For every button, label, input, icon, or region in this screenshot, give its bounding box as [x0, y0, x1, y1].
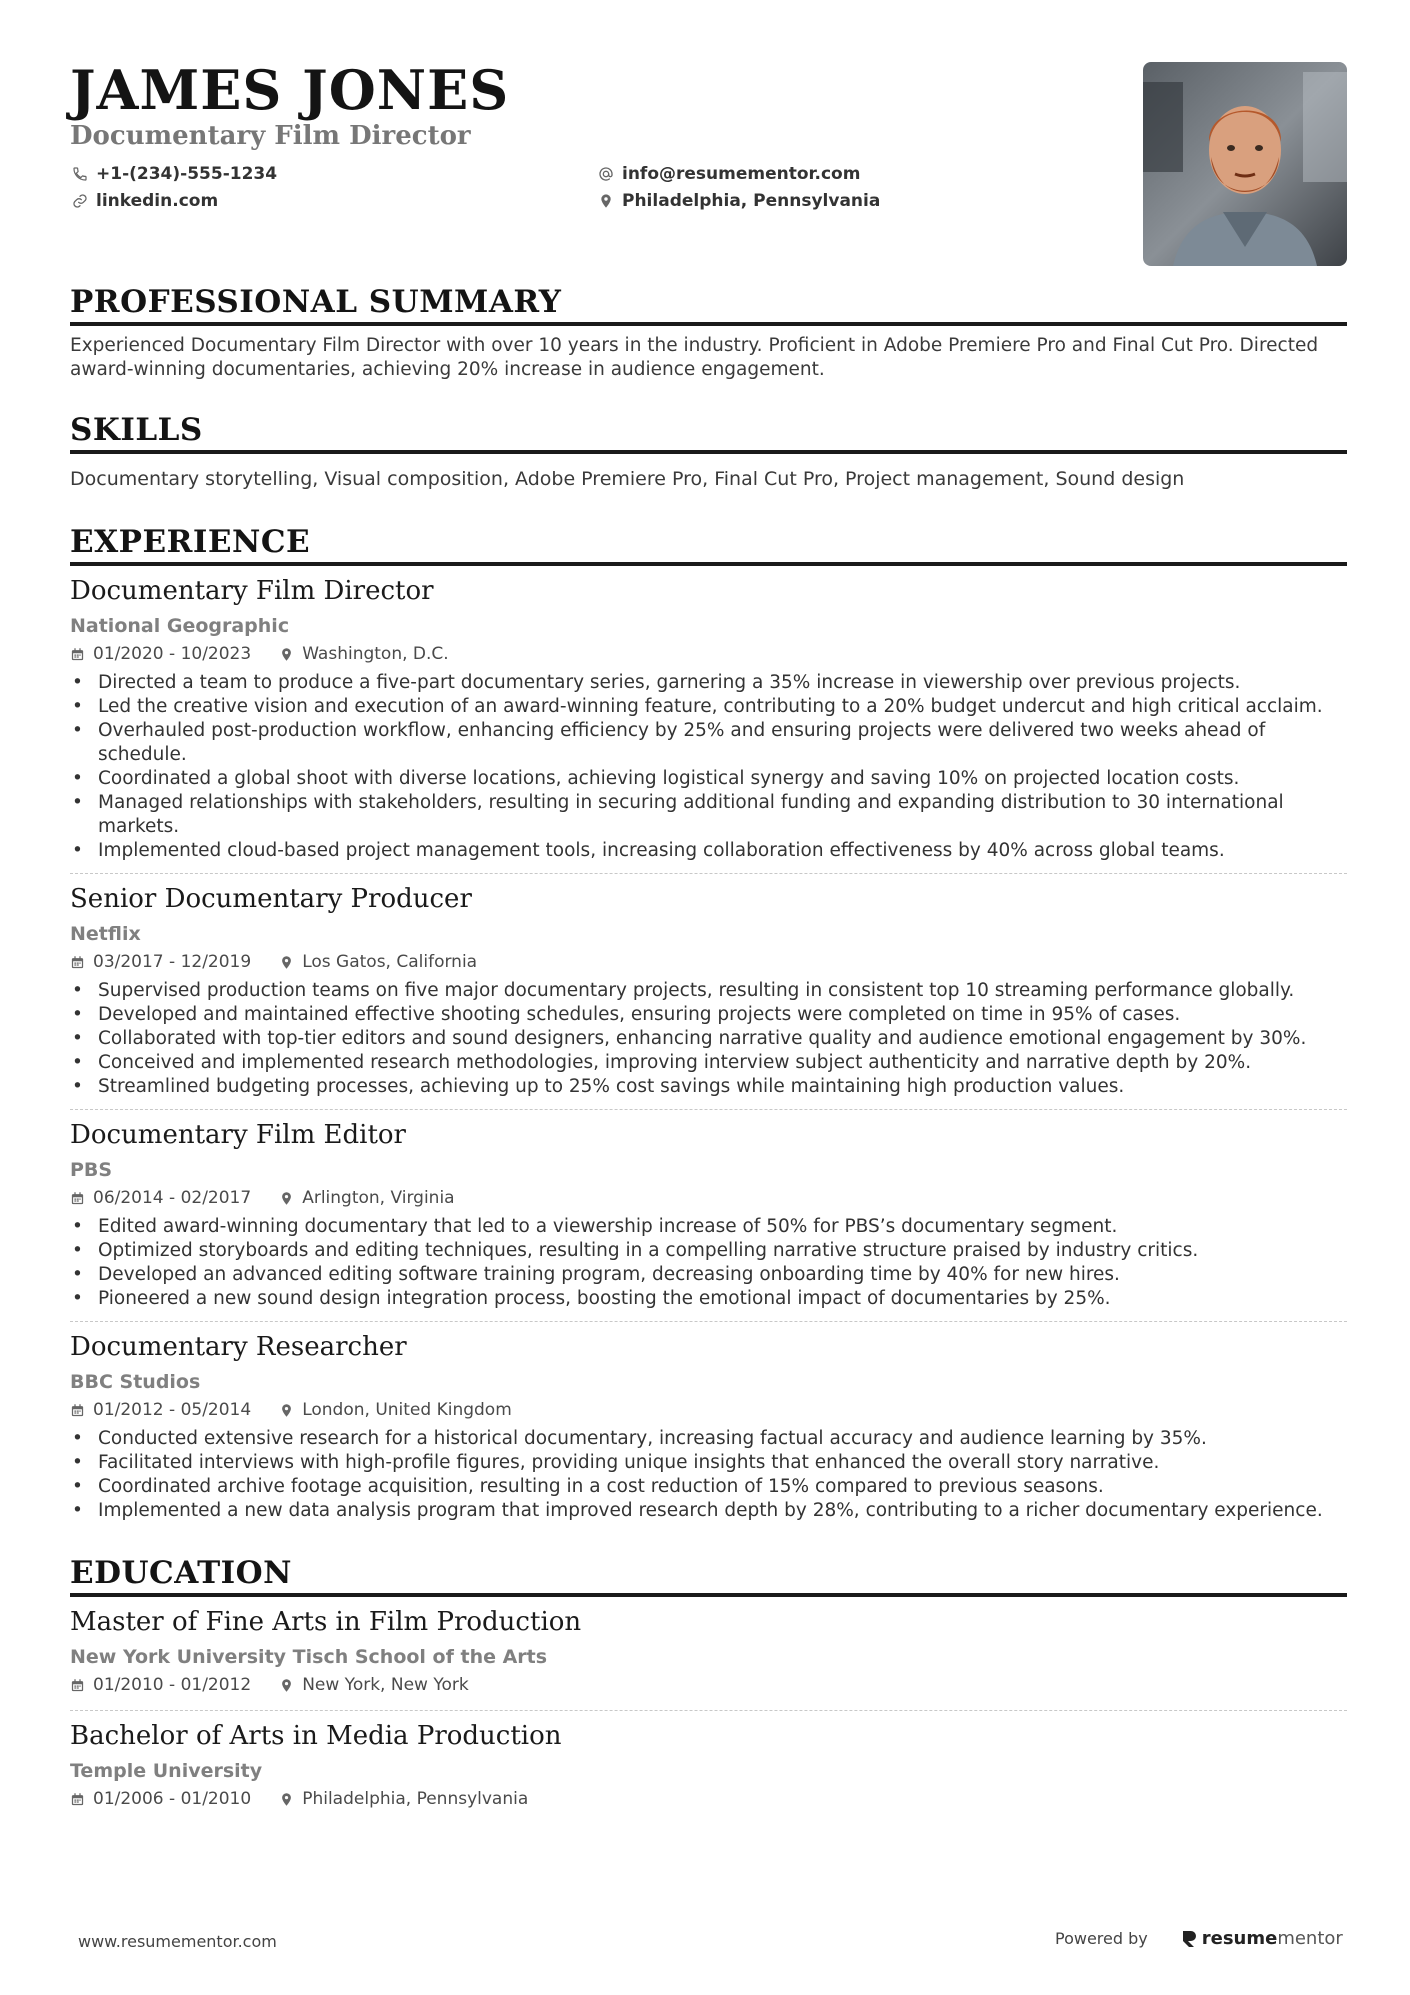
contact-linkedin[interactable] — [72, 191, 218, 211]
skills-section — [70, 412, 1347, 492]
education-item — [70, 1710, 1347, 1824]
education-list — [70, 1605, 1347, 1824]
brand-name-light: mentor — [1277, 1928, 1343, 1949]
experience-item — [70, 873, 1347, 1109]
phone-icon — [72, 166, 88, 182]
contact-phone[interactable] — [72, 164, 277, 184]
job-dates: 03/2017 - 12/2019 — [93, 952, 252, 972]
bullet-item: • Optimized storyboards and editing techniques, resulting in a compelling narrative structure praised by industry critics. — [70, 1239, 1347, 1263]
bullet-item: • Coordinated a global shoot with diverse locations, achieving logistical synergy and saving 10% on projected location costs. — [70, 767, 1347, 791]
job-bullets — [70, 1215, 1347, 1311]
bullet-item: • Implemented cloud-based project management tools, increasing collaboration effectiveness by 40% across global teams. — [70, 839, 1347, 863]
summary-section — [70, 284, 1347, 382]
experience-item — [70, 574, 1347, 873]
school-name: Temple University — [70, 1760, 263, 1782]
map-pin-icon — [279, 1403, 294, 1418]
location-text: Philadelphia, Pennsylvania — [622, 191, 881, 211]
link-icon — [72, 193, 88, 209]
calendar-icon — [70, 1403, 85, 1418]
company-name: Netflix — [70, 923, 141, 945]
bullet-item: • Conceived and implemented research methodologies, improving interview subject authenticity and narrative depth by 20%. — [70, 1051, 1347, 1075]
bullet-item: • Supervised production teams on five major documentary projects, resulting in consistent top 10 streaming performance globally. — [70, 979, 1347, 1003]
education-meta — [70, 1674, 1347, 1696]
education-meta — [70, 1788, 1347, 1810]
job-meta — [70, 1187, 1347, 1209]
profile-photo-illustration — [1143, 62, 1347, 266]
experience-list — [70, 574, 1347, 1533]
degree-title: Master of Fine Arts in Film Production — [70, 1607, 582, 1637]
bullet-item: • Streamlined budgeting processes, achieving up to 25% cost savings while maintaining high production values. — [70, 1075, 1347, 1099]
job-location — [279, 643, 448, 665]
bullet-item: • Implemented a new data analysis program that improved research depth by 28%, contributing to a richer documentary experience. — [70, 1499, 1347, 1523]
job-meta — [70, 951, 1347, 973]
education-section — [70, 1555, 1347, 1824]
company-name: National Geographic — [70, 615, 290, 637]
experience-section — [70, 524, 1347, 1533]
linkedin-text: linkedin.com — [96, 191, 219, 211]
job-location-text: Los Gatos, California — [302, 952, 478, 972]
map-pin-icon — [279, 1191, 294, 1206]
skills-heading: SKILLS — [70, 412, 1347, 454]
job-bullets — [70, 671, 1347, 863]
job-title: Documentary Researcher — [70, 1332, 407, 1362]
contact-location — [598, 191, 880, 211]
bullet-item: • Facilitated interviews with high-profile figures, providing unique insights that enhanced the overall story narrative. — [70, 1451, 1347, 1475]
education-dates: 01/2006 - 01/2010 — [93, 1789, 252, 1809]
job-meta — [70, 643, 1347, 665]
job-dates: 01/2012 - 05/2014 — [93, 1400, 252, 1420]
phone-text: +1-(234)-555-1234 — [96, 164, 278, 184]
school-name: New York University Tisch School of the Arts — [70, 1646, 548, 1668]
bullet-item: • Developed an advanced editing software training program, decreasing onboarding time by 40% for new hires. — [70, 1263, 1347, 1287]
map-pin-icon — [279, 955, 294, 970]
company-name: BBC Studios — [70, 1371, 201, 1393]
job-title: Documentary Film Director — [70, 576, 434, 606]
education-location-text: Philadelphia, Pennsylvania — [302, 1789, 529, 1809]
resume-page — [70, 58, 1347, 1824]
job-location-text: London, United Kingdom — [302, 1400, 512, 1420]
job-dates: 01/2020 - 10/2023 — [93, 644, 252, 664]
job-meta — [70, 1399, 1347, 1421]
bullet-item: • Led the creative vision and execution of an award-winning feature, contributing to a 20% budget undercut and high critical acclaim. — [70, 695, 1347, 719]
bullet-item: • Directed a team to produce a five-part documentary series, garnering a 35% increase in viewership over previous projects. — [70, 671, 1347, 695]
company-name: PBS — [70, 1159, 113, 1181]
experience-item — [70, 1109, 1347, 1321]
job-location — [279, 951, 477, 973]
map-pin-icon — [279, 647, 294, 662]
resume-header — [70, 58, 1347, 268]
candidate-name: JAMES JONES — [70, 58, 510, 122]
skills-text: Documentary storytelling, Visual composition, Adobe Premiere Pro, Final Cut Pro, Project management, Sound design — [70, 468, 1185, 490]
calendar-icon — [70, 1191, 85, 1206]
bullet-item: • Conducted extensive research for a historical documentary, increasing factual accuracy and audience learning by 35%. — [70, 1427, 1347, 1451]
job-dates: 06/2014 - 02/2017 — [93, 1188, 252, 1208]
bullet-item: • Collaborated with top-tier editors and sound designers, enhancing narrative quality and audience emotional engagement by 30%. — [70, 1027, 1347, 1051]
job-location-text: Arlington, Virginia — [302, 1188, 455, 1208]
experience-heading: EXPERIENCE — [70, 524, 1347, 566]
education-location-text: New York, New York — [302, 1675, 469, 1695]
resumementor-logo-icon — [1180, 1929, 1198, 1949]
education-location — [279, 1788, 528, 1810]
powered-by-text: Powered by — [1055, 1929, 1148, 1948]
bullet-item: • Managed relationships with stakeholders, resulting in securing additional funding and expanding distribution to 30 international markets. — [70, 791, 1347, 839]
contact-info — [70, 164, 970, 224]
job-bullets — [70, 1427, 1347, 1523]
job-title: Senior Documentary Producer — [70, 884, 472, 914]
calendar-icon — [70, 647, 85, 662]
calendar-icon — [70, 1678, 85, 1693]
education-item — [70, 1605, 1347, 1710]
bullet-item: • Overhauled post-production workflow, enhancing efficiency by 25% and ensuring projects were delivered two weeks ahead of schedule. — [70, 719, 1347, 767]
profile-photo — [1143, 62, 1347, 266]
job-location — [279, 1399, 512, 1421]
job-bullets — [70, 979, 1347, 1099]
education-location — [279, 1674, 469, 1696]
brand-name-bold: resume — [1201, 1928, 1278, 1949]
summary-text: Experienced Documentary Film Director with over 10 years in the industry. Proficient in Adobe Premiere Pro and Final Cut Pro. Directed award-winning documentaries, achieving 20% increase in audience engagement. — [70, 335, 1319, 380]
job-location-text: Washington, D.C. — [302, 644, 449, 664]
degree-title: Bachelor of Arts in Media Production — [70, 1721, 562, 1751]
education-heading: EDUCATION — [70, 1555, 1347, 1597]
bullet-item: • Coordinated archive footage acquisition, resulting in a cost reduction of 15% compared to previous seasons. — [70, 1475, 1347, 1499]
footer-powered-by — [1055, 1928, 1343, 1949]
map-pin-icon — [279, 1678, 294, 1693]
contact-email[interactable] — [598, 164, 860, 184]
bullet-item: • Developed and maintained effective shooting schedules, ensuring projects were completed on time in 95% of cases. — [70, 1003, 1347, 1027]
summary-heading: PROFESSIONAL SUMMARY — [70, 284, 1347, 326]
email-text: info@resumementor.com — [622, 164, 861, 184]
brand-logo[interactable] — [1180, 1928, 1343, 1949]
job-title: Documentary Film Editor — [70, 1120, 406, 1150]
footer-website[interactable]: www.resumementor.com — [78, 1932, 277, 1951]
map-pin-icon — [598, 193, 614, 209]
map-pin-icon — [279, 1792, 294, 1807]
at-icon — [598, 166, 614, 182]
bullet-item: • Edited award-winning documentary that led to a viewership increase of 50% for PBS’s documentary segment. — [70, 1215, 1347, 1239]
education-dates: 01/2010 - 01/2012 — [93, 1675, 252, 1695]
calendar-icon — [70, 955, 85, 970]
calendar-icon — [70, 1792, 85, 1807]
experience-item — [70, 1321, 1347, 1533]
job-location — [279, 1187, 454, 1209]
bullet-item: • Pioneered a new sound design integration process, boosting the emotional impact of documentaries by 25%. — [70, 1287, 1347, 1311]
candidate-title: Documentary Film Director — [70, 121, 471, 151]
